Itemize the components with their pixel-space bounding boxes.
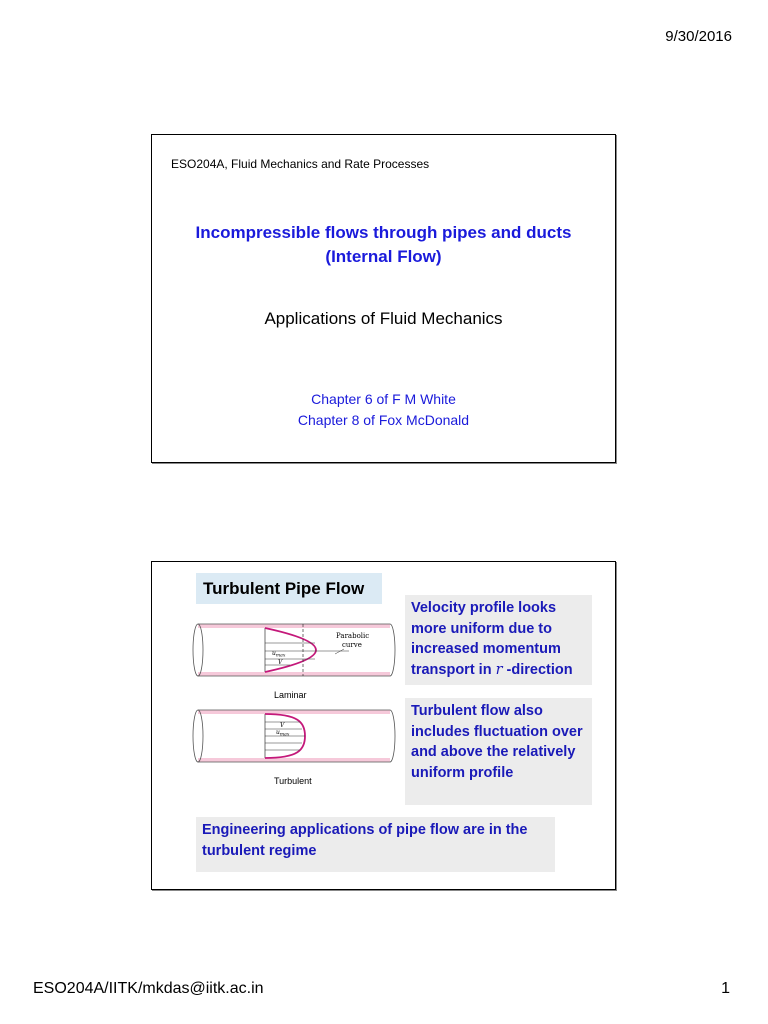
laminar-label: Laminar [274,690,307,700]
course-title: ESO204A, Fluid Mechanics and Rate Processes [171,157,430,171]
lecture-title-line2: (Internal Flow) [325,247,442,266]
fluctuation-note: Turbulent flow also includes fluctuation over and above the relatively uniform profile [405,698,592,805]
page-number: 1 [721,980,730,997]
v-label: V [278,659,283,666]
lecture-title-line1: Incompressible flows through pipes and ducts [195,223,572,242]
pipe-flow-figure [192,618,397,798]
reference-white: Chapter 6 of F M White [311,391,456,407]
slide-2 [151,561,616,890]
turbulent-label: Turbulent [274,776,312,786]
engineering-note: Engineering applications of pipe flow are in the turbulent regime [196,817,555,872]
header-date: 9/30/2016 [665,28,732,45]
slide-title: Turbulent Pipe Flow [196,573,382,604]
slide-1 [151,134,616,463]
v-label-turbulent: V [280,722,285,729]
turbulent-pipe [193,710,395,762]
umax-label-turbulent: $u_{max}$ [276,729,290,738]
lecture-title [152,221,615,269]
note-text-end: -direction [502,661,573,678]
curve-label: curve [342,641,362,649]
note-text: Velocity profile looks more uniform due to increased momentum transport in [411,600,561,678]
parabolic-label: Parabolic [336,632,370,640]
velocity-profile-note [405,595,592,685]
reference-fox: Chapter 8 of Fox McDonald [297,412,470,428]
references [152,389,615,431]
r-variable: r [495,661,503,678]
laminar-pipe [193,624,395,676]
lecture-subtitle: Applications of Fluid Mechanics [264,309,503,328]
footer-author: ESO204A/IITK/mkdas@iitk.ac.in [33,980,264,997]
umax-label: $u_{max}$ [272,650,286,659]
